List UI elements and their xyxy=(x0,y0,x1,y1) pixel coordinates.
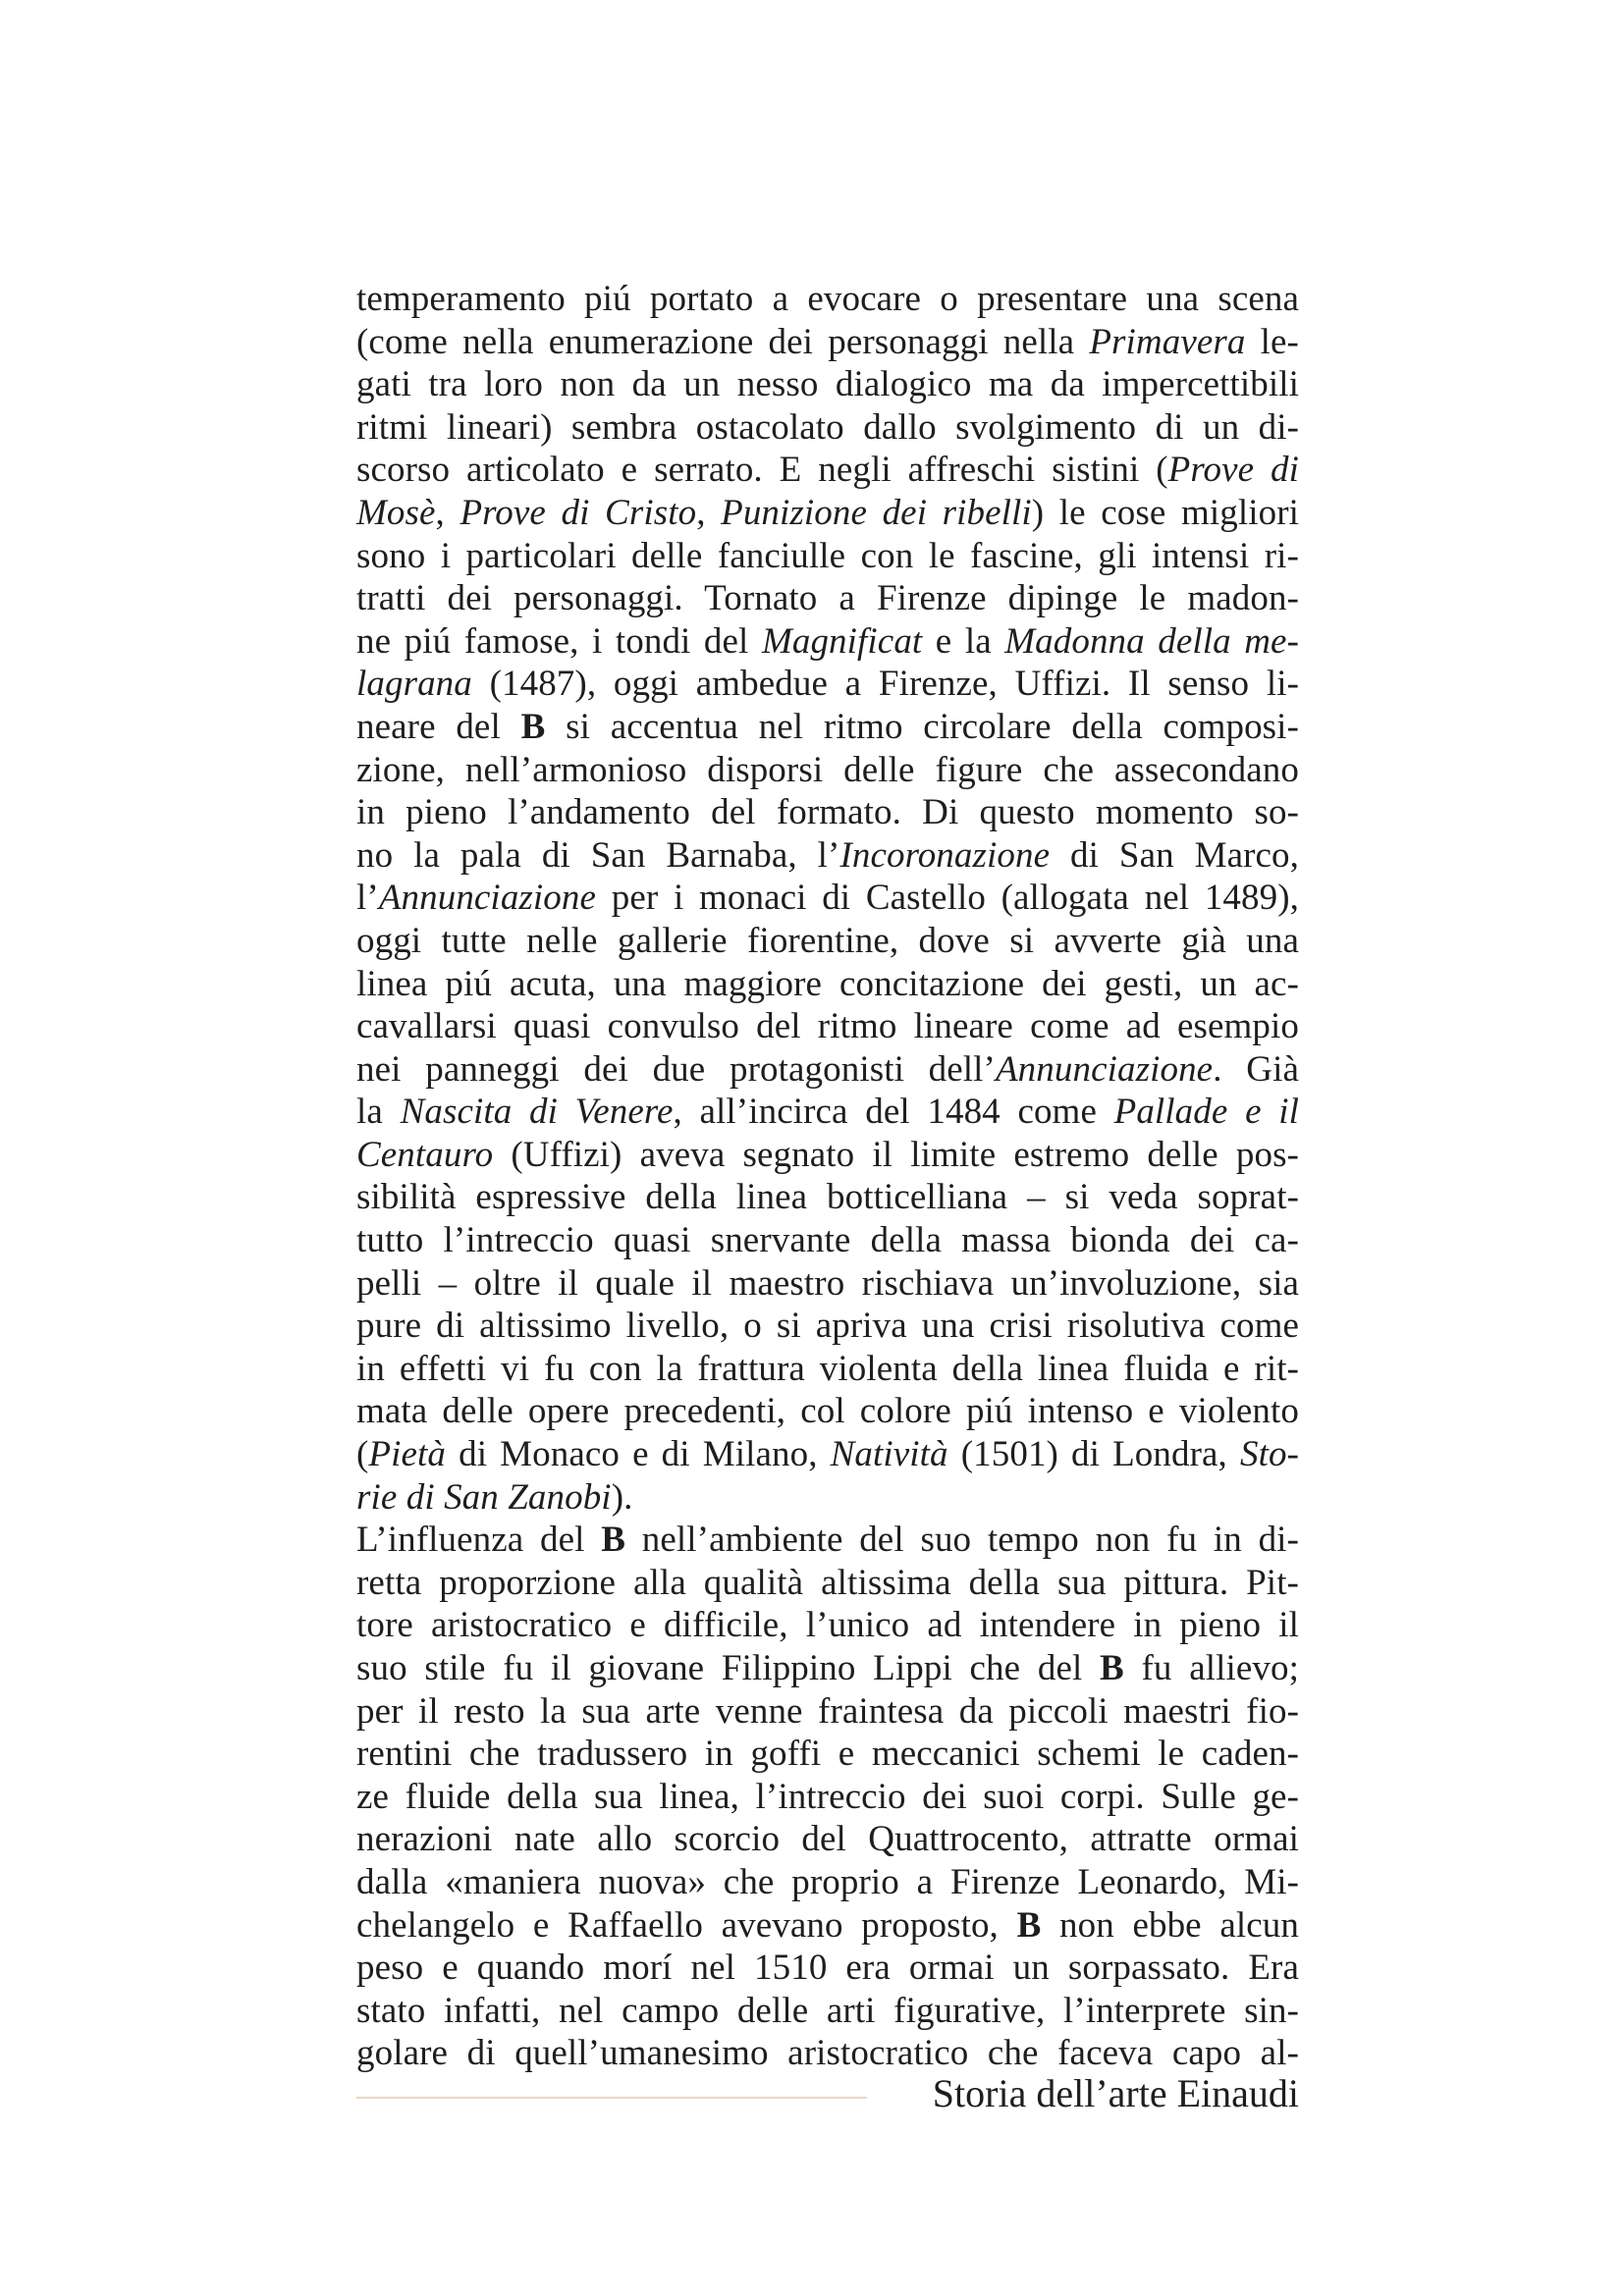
text-segment: stato infatti, nel campo delle arti figurative, l’interprete sin- xyxy=(356,1990,1299,2031)
text-line xyxy=(356,1091,1299,1134)
italic-title: Incoronazione xyxy=(839,834,1051,876)
text-segment: mata delle opere precedenti, col colore piú intenso e violento xyxy=(356,1391,1299,1432)
text-segment: di Monaco e di Milano, xyxy=(446,1434,831,1475)
text-line xyxy=(356,1005,1299,1048)
text-segment: (come nella enumerazione dei personaggi nella xyxy=(356,321,1090,362)
text-line xyxy=(356,791,1299,834)
text-segment: (Uffizi) aveva segnato il limite estremo delle pos- xyxy=(493,1134,1299,1175)
text-segment: retta proporzione alla qualità altissima della sua pittura. Pit- xyxy=(356,1562,1299,1603)
italic-title: Annunciazione xyxy=(995,1048,1214,1090)
text-segment: si accentua nel ritmo circolare della composi- xyxy=(545,706,1299,747)
text-line xyxy=(356,620,1299,664)
text-line xyxy=(356,321,1299,364)
text-line xyxy=(356,1134,1299,1177)
body-text xyxy=(356,278,1299,2075)
text-line xyxy=(356,1176,1299,1219)
text-segment: scorso articolato e serrato. E negli affreschi sistini ( xyxy=(356,450,1168,491)
text-segment: no la pala di San Barnaba, l’ xyxy=(356,834,840,876)
text-segment: in pieno l’andamento del formato. Di questo momento so- xyxy=(356,792,1299,833)
text-line xyxy=(356,1219,1299,1262)
text-segment: pure di altissimo livello, o si apriva una crisi risolutiva come xyxy=(356,1306,1299,1347)
text-segment: ( xyxy=(356,1434,369,1475)
text-line xyxy=(356,1861,1299,1904)
text-segment: suo stile fu il giovane Filippino Lippi che del xyxy=(356,1648,1101,1688)
text-segment: in effetti vi fu con la frattura violenta della linea fluida e rit- xyxy=(356,1348,1299,1389)
text-segment: l’ xyxy=(356,878,379,919)
text-line xyxy=(356,492,1299,535)
italic-title: Sto- xyxy=(1239,1434,1299,1475)
text-segment: fu allievo; xyxy=(1123,1648,1299,1688)
text-segment: di San Marco, xyxy=(1050,834,1300,876)
text-line xyxy=(356,663,1299,706)
text-line xyxy=(356,1305,1299,1348)
text-line xyxy=(356,535,1299,578)
text-segment: tore aristocratico e difficile, l’unico ad intendere in pieno il xyxy=(356,1605,1299,1646)
text-line xyxy=(356,1604,1299,1647)
italic-title: Natività xyxy=(830,1434,948,1475)
text-segment: (1487), oggi ambedue a Firenze, Uffizi. Il senso li- xyxy=(471,664,1299,705)
italic-title: Prove di xyxy=(1167,450,1299,491)
text-segment: linea piú acuta, una maggiore concitazione dei gesti, un ac- xyxy=(356,963,1299,1004)
text-line xyxy=(356,1904,1299,1948)
text-segment: L’influenza del xyxy=(356,1520,602,1561)
italic-title: Magnificat xyxy=(761,620,923,662)
text-line xyxy=(356,1562,1299,1605)
text-segment: zione, nell’armonioso disporsi delle figure che assecondano xyxy=(356,749,1299,790)
text-line xyxy=(356,1818,1299,1861)
text-segment: tutto l’intreccio quasi snervante della massa bionda dei ca- xyxy=(356,1220,1299,1261)
text-line xyxy=(356,834,1299,878)
text-segment: sono i particolari delle fanciulle con le fascine, gli intensi ri- xyxy=(356,535,1299,576)
text-segment: ne piú famose, i tondi del xyxy=(356,620,762,662)
text-segment: golare di quell’umanesimo aristocratico che faceva capo al- xyxy=(356,2033,1299,2074)
text-segment: peso e quando morí nel 1510 era ormai un sorpassato. Era xyxy=(356,1948,1299,1989)
text-segment: le- xyxy=(1245,321,1299,362)
italic-title: Centauro xyxy=(356,1134,494,1175)
text-segment: ) le cose migliori xyxy=(1031,492,1299,533)
text-line xyxy=(356,449,1299,492)
text-line xyxy=(356,406,1299,450)
text-line xyxy=(356,1433,1299,1476)
bold-abbreviation: B xyxy=(520,706,546,747)
italic-title: Pallade e il xyxy=(1113,1092,1299,1133)
text-line xyxy=(356,1776,1299,1819)
text-segment: sibilità espressive della linea botticelliana – si veda soprat- xyxy=(356,1177,1299,1218)
text-line xyxy=(356,278,1299,321)
text-line xyxy=(356,363,1299,406)
italic-title: Annunciazione xyxy=(378,878,597,919)
text-segment: ritmi lineari) sembra ostacolato dallo svolgimento di un di- xyxy=(356,406,1299,448)
bold-abbreviation: B xyxy=(601,1520,626,1561)
text-line xyxy=(356,706,1299,749)
text-segment: per il resto la sua arte venne fraintesa da piccoli maestri fio- xyxy=(356,1690,1299,1732)
footer-rule xyxy=(356,2097,867,2099)
italic-title: Punizione dei ribelli xyxy=(721,492,1032,533)
text-line xyxy=(356,1519,1299,1562)
text-segment: ). xyxy=(611,1476,633,1518)
text-segment: nerazioni nate allo scorcio del Quattrocento, attratte ormai xyxy=(356,1819,1299,1860)
text-line xyxy=(356,877,1299,920)
italic-title: Prove di Cristo xyxy=(460,492,697,533)
text-segment: per i monaci di Castello (allogata nel 1489), xyxy=(596,878,1299,919)
text-segment: cavallarsi quasi convulso del ritmo lineare come ad esempio xyxy=(356,1006,1299,1047)
footer-title: Storia dell’arte Einaudi xyxy=(932,2071,1299,2115)
bold-abbreviation: B xyxy=(1016,1904,1042,1946)
italic-title: Madonna della me- xyxy=(1004,620,1299,662)
italic-title: lagrana xyxy=(356,664,472,705)
text-line xyxy=(356,920,1299,963)
text-line xyxy=(356,1647,1299,1690)
text-segment: nei panneggi dei due protagonisti dell’ xyxy=(356,1048,996,1090)
italic-title: Primavera xyxy=(1089,321,1246,362)
text-line xyxy=(356,749,1299,792)
text-line xyxy=(356,1733,1299,1776)
text-line xyxy=(356,1947,1299,1990)
text-segment: temperamento piú portato a evocare o presentare una scena xyxy=(356,279,1299,319)
bold-abbreviation: B xyxy=(1100,1648,1124,1688)
text-line xyxy=(356,1262,1299,1306)
italic-title: Nascita di Venere xyxy=(400,1092,674,1133)
text-segment: oggi tutte nelle gallerie fiorentine, dove si avverte già una xyxy=(356,920,1299,961)
text-segment: tratti dei personaggi. Tornato a Firenze dipinge le madon- xyxy=(356,578,1299,619)
text-line xyxy=(356,1048,1299,1092)
text-line xyxy=(356,577,1299,620)
text-line xyxy=(356,1690,1299,1734)
text-segment: neare del xyxy=(356,706,521,747)
text-segment: la xyxy=(356,1092,401,1133)
text-segment: gati tra loro non da un nesso dialogico ma da impercettibili xyxy=(356,364,1299,405)
text-line xyxy=(356,1990,1299,2033)
text-segment: , xyxy=(435,492,460,533)
text-segment: rentini che tradussero in goffi e meccanici schemi le caden- xyxy=(356,1734,1299,1775)
text-line xyxy=(356,1348,1299,1391)
italic-title: Mosè xyxy=(356,492,436,533)
text-segment: e la xyxy=(922,620,1005,662)
text-segment: pelli – oltre il quale il maestro rischiava un’involuzione, sia xyxy=(356,1262,1299,1304)
text-line xyxy=(356,1390,1299,1433)
text-segment: chelangelo e Raffaello avevano proposto, xyxy=(356,1904,1017,1946)
text-segment: (1501) di Londra, xyxy=(947,1434,1240,1475)
text-segment: ze fluide della sua linea, l’intreccio dei suoi corpi. Sulle ge- xyxy=(356,1776,1299,1817)
page-footer xyxy=(356,2069,1299,2118)
text-segment: non ebbe alcun xyxy=(1041,1904,1299,1946)
text-line xyxy=(356,963,1299,1006)
text-segment: , xyxy=(696,492,722,533)
text-segment: nell’ambiente del suo tempo non fu in di- xyxy=(625,1520,1299,1561)
text-segment: . Già xyxy=(1213,1048,1299,1090)
italic-title: rie di San Zanobi xyxy=(356,1476,612,1518)
italic-title: Pietà xyxy=(368,1434,447,1475)
text-segment: dalla «maniera nuova» che proprio a Firenze Leonardo, Mi- xyxy=(356,1861,1299,1902)
text-segment: , all’incirca del 1484 come xyxy=(673,1092,1114,1133)
text-line xyxy=(356,1476,1299,1520)
